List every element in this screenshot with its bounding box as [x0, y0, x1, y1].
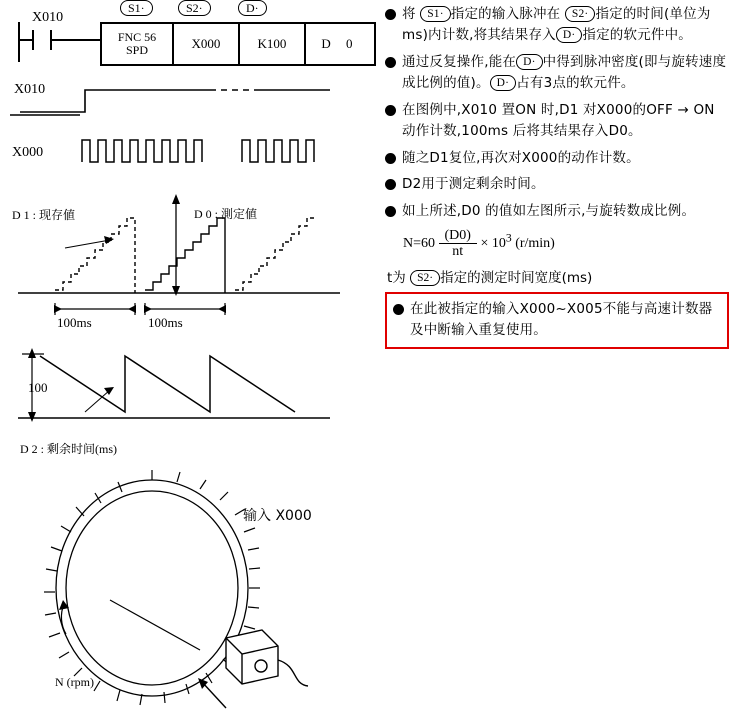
x000-pulse-train — [10, 130, 350, 170]
formula-exponent: 3 — [505, 231, 512, 245]
note-text-segment: 随之D1复位,再次对X000的动作计数。 — [402, 149, 640, 166]
notes-list — [385, 4, 729, 222]
note-text — [402, 4, 729, 46]
formula-fraction — [439, 228, 477, 260]
note-item — [385, 4, 729, 46]
wheel-input-label: 输入 X000 — [243, 508, 312, 524]
rpm-label: N (rpm) — [55, 675, 94, 689]
formula-tail: × 10 — [480, 236, 506, 252]
note-text — [402, 201, 695, 222]
bullet-icon — [385, 9, 396, 20]
warning-text: 在此被指定的输入X000~X005不能与高速计数器及中断输入重复使用。 — [410, 301, 713, 339]
d2-label: D 2 : 剩余时间(ms) — [20, 442, 117, 456]
amplitude-label: 100 — [28, 380, 48, 395]
operand-s1: X000 — [174, 24, 240, 64]
ladder-diagram — [10, 1, 359, 66]
warning-box — [385, 292, 729, 349]
d1-label: D 1 : 现存値 — [12, 208, 76, 222]
note-text-segment: 通过反复操作,能在 — [402, 53, 517, 70]
wire-segment-left — [20, 39, 32, 41]
instruction-box — [100, 22, 376, 66]
left-power-rail — [18, 22, 20, 62]
note-text-segment: 占有3点的软元件。 — [516, 74, 635, 91]
note-text-segment: 指定的时间(单位为ms)内计数,将其结果存入 — [402, 6, 711, 43]
note-item — [385, 174, 729, 195]
badge-s2: S2· — [178, 0, 211, 16]
operand-badge: S2· — [565, 6, 596, 22]
t-suffix: 指定的测定时间宽度(ms) — [440, 270, 593, 287]
badge-s1: S1· — [120, 0, 153, 16]
d2-sawtooth-chart — [10, 340, 350, 440]
d1-d0-staircase-chart — [10, 178, 360, 328]
formula-denominator: nt — [452, 244, 464, 260]
x010-waveform — [10, 80, 350, 125]
note-item — [385, 201, 729, 222]
note-text-segment: 在图例中,X010 置ON 时,D1 对X000的OFF → ON 动作计数,100ms 后将其结果存入D0。 — [402, 101, 715, 139]
note-item — [385, 100, 729, 142]
note-item — [385, 148, 729, 169]
bullet-icon — [385, 179, 396, 190]
note-text-segment: 指定的输入脉冲在 — [450, 6, 565, 22]
bullet-icon — [385, 206, 396, 217]
bullet-icon — [385, 105, 396, 116]
speed-formula — [403, 228, 729, 260]
note-text-segment: 中得到脉冲密度(即与旋转速度成比例的值)。 — [402, 53, 727, 91]
note-text-segment: 将 — [402, 6, 421, 22]
fnc-number: FNC 56 — [117, 30, 157, 45]
bullet-icon — [385, 57, 396, 68]
t-definition-line — [387, 266, 729, 286]
formula-unit: (r/min) — [515, 236, 555, 252]
operand-d: D 0 — [321, 36, 359, 52]
formula-numerator: (D0) — [439, 228, 477, 244]
ladder-input-label: X010 — [32, 10, 64, 25]
operand-badge: S1· — [420, 6, 451, 22]
time-span-2-label: 100ms — [148, 315, 183, 330]
badge-d: D· — [238, 0, 267, 16]
fnc-cell — [102, 24, 174, 64]
note-text — [402, 100, 729, 142]
note-text-segment: 指定的软元件中。 — [582, 26, 692, 43]
x000-signal-label: X000 — [12, 145, 44, 160]
operand-badge: D· — [490, 75, 517, 91]
formula-lead: N=60 — [403, 236, 436, 252]
note-item — [385, 52, 729, 94]
operand-s2: K100 — [240, 24, 306, 64]
note-text — [402, 174, 545, 195]
time-span-1-label: 100ms — [57, 315, 92, 330]
operand-badge: D· — [556, 27, 583, 43]
bullet-icon — [393, 304, 404, 315]
bullet-icon — [385, 153, 396, 164]
d0-label: D 0 : 測定値 — [194, 207, 258, 221]
badge-s2-inline: S2· — [410, 270, 440, 286]
note-text — [402, 52, 729, 94]
contact-bar-left — [32, 30, 34, 50]
fnc-mnemonic: SPD — [125, 43, 148, 57]
wire-segment-right — [52, 39, 100, 41]
note-text-segment: D2用于测定剩余时间。 — [402, 176, 545, 193]
note-text-segment: 如上所述,D0 的值如左图所示,与旋转数成比例。 — [402, 203, 696, 220]
t-prefix: t为 — [387, 270, 411, 287]
description-panel — [385, 4, 729, 349]
note-text — [402, 148, 640, 169]
operand-badge: D· — [516, 54, 543, 70]
x010-signal-label: X010 — [14, 82, 46, 97]
